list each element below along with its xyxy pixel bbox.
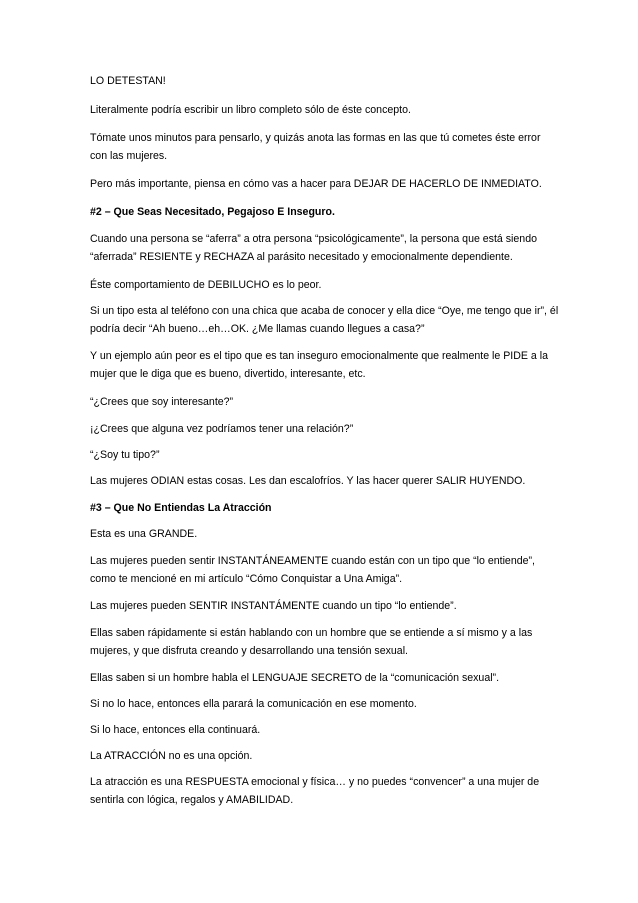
paragraph-lo-detestan: LO DETESTAN! — [90, 75, 166, 87]
paragraph-odian: Las mujeres ODIAN estas cosas. Les dan escalofríos. Y las hacer querer SALIR HUYENDO. — [90, 475, 526, 487]
paragraph-si-no-lo-hace: Si no lo hace, entonces ella parará la comunicación en ese momento. — [90, 698, 417, 710]
paragraph-dejar-de-hacerlo: Pero más importante, piensa en cómo vas a hacer para DEJAR DE HACERLO DE INMEDIATO. — [90, 178, 542, 190]
paragraph-rapidamente: Ellas saben rápidamente si están hablando con un hombre que se entiende a sí mismo y a las mujeres, y que disfruta creando y desarrollando una tensión sexual. — [90, 627, 533, 657]
paragraph-aferra: Cuando una persona se “aferra” a otra persona “psicológicamente”, la persona que está siendo “aferrada” RESIENTE y RECHAZA al parásito necesitado y emocionalmente dependiente. — [90, 233, 537, 263]
quote-interesante: “¿Crees que soy interesante?” — [90, 396, 234, 408]
paragraph-grande: Esta es una GRANDE. — [90, 528, 198, 540]
paragraph-lenguaje-secreto: Ellas saben si un hombre habla el LENGUAJE SECRETO de la “comunicación sexual”. — [90, 672, 500, 684]
paragraph-tomate-minutos: Tómate unos minutos para pensarlo, y quizás anota las formas en las que tú cometes éste error con las mujeres. — [90, 132, 541, 162]
paragraph-sentir: Las mujeres pueden SENTIR INSTANTÁMENTE cuando un tipo “lo entiende”. — [90, 600, 457, 612]
paragraph-libro-completo: Literalmente podría escribir un libro completo sólo de éste concepto. — [90, 104, 411, 116]
paragraph-telefono: Si un tipo esta al teléfono con una chica que acaba de conocer y ella dice “Oye, me tengo que ir”, él podría decir “Ah bueno…eh…OK. ¿Me llamas cuando llegues a casa?” — [90, 305, 559, 335]
quote-tipo: “¿Soy tu tipo?” — [90, 449, 160, 461]
paragraph-respuesta-emocional: La atracción es una RESPUESTA emocional y física… y no puedes “convencer” a una mujer de sentirla con lógica, regalos y AMABILIDAD. — [90, 776, 540, 806]
heading-section-2: #2 – Que Seas Necesitado, Pegajoso E Inseguro. — [90, 206, 335, 218]
paragraph-inseguro: Y un ejemplo aún peor es el tipo que es tan inseguro emocionalmente que realmente le PIDE a la mujer que le diga que es bueno, divertido, interesante, etc. — [90, 350, 548, 380]
quote-relacion: ¡¿Crees que alguna vez podríamos tener una relación?” — [90, 423, 354, 435]
paragraph-atraccion-opcion: La ATRACCIÓN no es una opción. — [90, 750, 253, 762]
paragraph-instantaneamente: Las mujeres pueden sentir INSTANTÁNEAMENTE cuando están con un tipo que “lo entiende”, como te mencioné en mi artículo “Cómo Conquistar a Una Amiga”. — [90, 555, 535, 585]
paragraph-debilucho: Éste comportamiento de DEBILUCHO es lo peor. — [90, 279, 322, 291]
paragraph-si-lo-hace: Si lo hace, entonces ella continuará. — [90, 724, 261, 736]
heading-section-3: #3 – Que No Entiendas La Atracción — [90, 502, 272, 514]
